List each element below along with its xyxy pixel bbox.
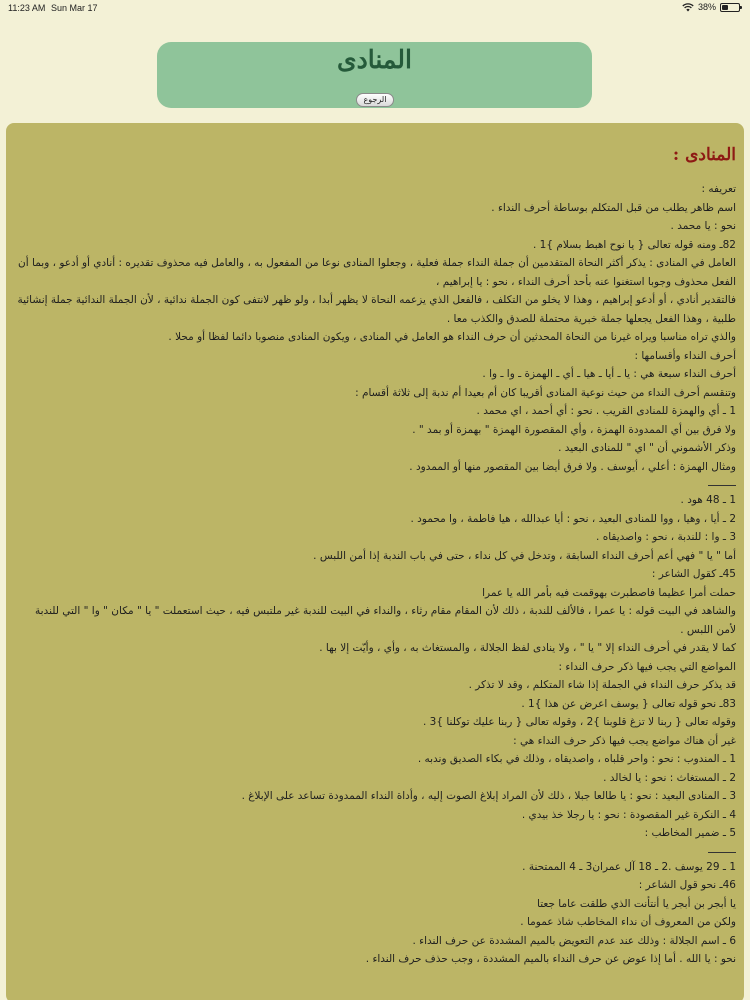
text-line: 1 ـ 29 يوسف .2 ـ 18 آل عمران3 ـ 4 الممتحنة . — [522, 860, 736, 873]
section-particles — [14, 491, 736, 843]
text-line: كما لا يقدر في أحرف النداء إلا " يا " ، ولا ينادى لفظ الجلالة ، والمستغاث به ، وأي ، وأيّت إلا بها . — [319, 642, 736, 654]
content-panel[interactable] — [6, 123, 744, 1000]
text-line: ولا فرق بين أي الممدودة الهمزة ، وأي المقصورة الهمزة " بهمزة أو بمد " . — [412, 423, 736, 436]
battery-fill — [722, 5, 728, 10]
battery-icon — [720, 3, 740, 12]
text-line: ومثال الهمزة : أعلي ، أيوسف . ولا فرق أيضا بين المقصور منها أو الممدود . — [409, 460, 736, 473]
status-date: Sun Mar 17 — [51, 3, 98, 13]
page-title: المنادى — [337, 45, 412, 74]
text-line: 3 ـ وا : للندبة ، نحو : واصديقاه . — [596, 531, 736, 543]
text-line: غير أن هناك مواضع يجب فيها ذكر حرف النداء هي : — [513, 734, 736, 747]
footnote-separator — [708, 485, 736, 486]
text-line: 1 ـ 48 هود . — [680, 494, 736, 506]
text-line: 3 ـ المنادى البعيد : نحو : يا طالعا جبلا ، ذلك لأن المراد إبلاغ الصوت إليه ، وأداة النداء الممدودة تساعد على الإبلاغ . — [241, 790, 736, 802]
text-line: 1 ـ أي والهمزة للمنادى القريب . نحو : أي أحمد ، اي محمد . — [476, 405, 736, 417]
text-line: أحرف النداء سبعة هي : يا ـ أيا ـ هيا ـ أي ـ الهمزة ـ وا ـ وا . — [482, 368, 736, 380]
text-line: المواضع التي يجب فيها ذكر حرف النداء : — [558, 660, 736, 673]
text-line: ولكن من المعروف أن نداء المخاطب شاذ عموما . — [520, 916, 736, 928]
text-line: فالتقدير أنادي ، أو أدعو إبراهيم ، وهذا لا يخلو من التكلف ، فالفعل الذي يزعمه النحاة لا يظهر أبدا ، ولو ظهر لانتفى كون الجملة ندائية ، لأن الجملة الندائية جملة إنشائية طلبية ، وهذا الفعل يجعلها جملة خبرية محتملة للصدق والكذب معا . — [17, 294, 736, 325]
section-continuation — [14, 858, 736, 969]
text-line: 82ـ ومنه قوله تعالى { يا نوح اهبط بسلام }1 . — [532, 238, 736, 251]
status-bar — [0, 0, 750, 16]
text-line: وقوله تعالى { ربنا لا تزغ قلوبنا }2 ، وقوله تعالى { ربنا عليك توكلنا }3 . — [422, 716, 736, 728]
text-line: وتنقسم أحرف النداء من حيث نوعية المنادى أقريبا كان أم بعيدا أم ندبة إلى ثلاثة أقسام : — [355, 386, 736, 399]
back-button[interactable]: الرجوع — [356, 93, 394, 107]
text-line: أحرف النداء وأقسامها : — [634, 349, 736, 362]
text-line: 45ـ كقول الشاعر : — [651, 568, 736, 580]
text-line: وذكر الأشموني أن " اي " للمنادى البعيد . — [558, 442, 736, 454]
header-card — [157, 42, 592, 108]
text-line: والذي تراه مناسبا ويراه غيرنا من النحاة المحدثين أن حرف النداء هو العامل في المنادى ، ويكون المنادى منصوبا دائما لفظا أو محلا . — [168, 331, 736, 343]
text-line: نحو : يا محمد . — [670, 220, 736, 232]
text-line: 6 ـ اسم الجلالة : وذلك عند عدم التعويض بالميم المشددة عن حرف النداء . — [412, 934, 736, 947]
text-line: يا أبجر بن أبجر يا أنتأنت الذي طلقت عاما جعتا — [537, 897, 736, 910]
text-line: أما " يا " فهي أعم أحرف النداء السابقة ، وتدخل في كل نداء ، حتى في باب الندبة إذا أمن اللبس . — [313, 549, 736, 562]
content-heading: المنادى : — [672, 145, 736, 165]
text-line: 4 ـ النكرة غير المقصودة : نحو : يا رجلا خذ بيدي . — [521, 808, 736, 821]
text-line: 2 ـ أيا ، وهيا ، ووا للمنادى البعيد ، نحو : أيا عبدالله ، هيا فاطمة ، وا محمود . — [410, 512, 736, 525]
wifi-icon — [682, 3, 694, 12]
text-line: قد يذكر حرف النداء في الجملة إذا شاء المتكلم ، وقد لا تذكر . — [468, 679, 736, 691]
section-definition — [14, 180, 736, 476]
text-line: 1 ـ المندوب : نحو : واحر قلباه ، واصديقاه ، وذلك في بكاء الصديق وندبه . — [417, 753, 736, 765]
battery-percent: 38% — [697, 2, 716, 12]
text-line: 5 ـ ضمير المخاطب : — [644, 827, 736, 839]
text-line: العامل في المنادى : يذكر أكثر النحاة المتقدمين أن جملة النداء جملة فعلية ، وجعلوا المنادى نوعا من المفعول به ، والعامل فيه محذوف تقديره : أنادي أو أدعو ، وبما أن الفعل محذوف وجوبا استغنوا عنه بأحد أحرف النداء ، نحو : يا إبراهيم ، — [18, 257, 736, 288]
text-line: تعريفه : — [701, 183, 736, 195]
text-line: اسم ظاهر يطلب من قبل المتكلم بوساطة أحرف النداء . — [491, 201, 736, 214]
text-line: 46ـ نحو قول الشاعر : — [638, 879, 736, 891]
footnote-separator — [708, 852, 736, 853]
status-time: 11:23 AM — [8, 3, 46, 13]
status-right — [682, 2, 740, 12]
text-line: والشاهد في البيت قوله : يا عمرا ، فالألف للندبة ، ذلك لأن المقام مقام رثاء ، والنداء في البيت للندبة غير ملتبس فيه ، حيث استعملت " يا " مكان " وا " التي للندبة لأمن اللبس . — [35, 605, 736, 636]
text-line: 2 ـ المستغاث : نحو : يا لخالد . — [603, 771, 736, 784]
text-line: 83ـ نحو قوله تعالى { يوسف اعرض عن هذا }1 . — [521, 697, 736, 710]
text-line: حملت أمرا عظيما فاصطبرت بهوقمت فيه بأمر الله يا عمرا — [482, 586, 736, 599]
text-line: نحو : يا الله . أما إذا عوض عن حرف النداء بالميم المشددة ، وجب حذف حرف النداء . — [365, 953, 736, 965]
